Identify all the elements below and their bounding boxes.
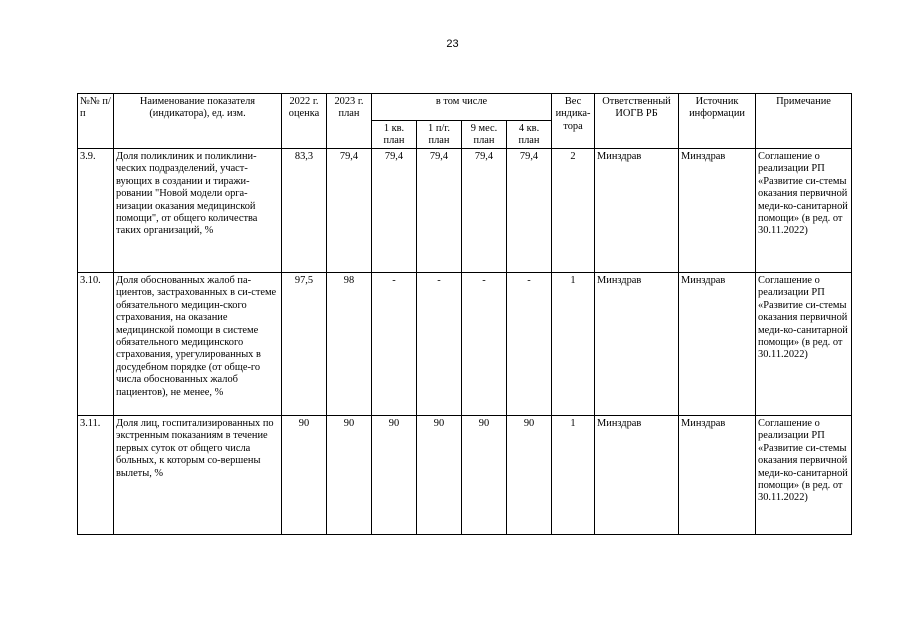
row-2022: 97,5: [282, 273, 327, 416]
row-note: Соглашение о реализации РП «Развитие си-стемы оказания первичной меди-ко-санитарной помощи» (в ред. от 30.11.2022): [756, 416, 852, 535]
row-responsible: Минздрав: [595, 273, 679, 416]
row-q1: 79,4: [372, 149, 417, 273]
row-num: 3.9.: [78, 149, 114, 273]
row-2023: 79,4: [327, 149, 372, 273]
row-h1: -: [417, 273, 462, 416]
header-responsible: Ответственный ИОГВ РБ: [595, 94, 679, 149]
header-note: Примечание: [756, 94, 852, 149]
row-source: Минздрав: [679, 273, 756, 416]
indicators-table: [77, 93, 852, 535]
row-responsible: Минздрав: [595, 416, 679, 535]
row-responsible: Минздрав: [595, 149, 679, 273]
header-2022: 2022 г. оценка: [282, 94, 327, 149]
row-h1: 79,4: [417, 149, 462, 273]
table-row: [78, 149, 852, 273]
row-name: Доля лиц, госпитализированных по экстренным показаниям в течение первых суток от общего числа больных, к которым со-вершены вылеты, %: [114, 416, 282, 535]
header-weight: Вес индика-тора: [552, 94, 595, 149]
header-9m: 9 мес. план: [462, 121, 507, 149]
row-2023: 90: [327, 416, 372, 535]
header-including: в том числе: [372, 94, 552, 121]
table-row: [78, 273, 852, 416]
header-2023: 2023 г. план: [327, 94, 372, 149]
row-weight: 1: [552, 273, 595, 416]
row-q1: 90: [372, 416, 417, 535]
row-h1: 90: [417, 416, 462, 535]
row-num: 3.11.: [78, 416, 114, 535]
row-9m: -: [462, 273, 507, 416]
table-row: [78, 416, 852, 535]
header-q4: 4 кв. план: [507, 121, 552, 149]
row-source: Минздрав: [679, 149, 756, 273]
page-number: 23: [446, 38, 459, 50]
row-q1: -: [372, 273, 417, 416]
header-row: [78, 94, 852, 121]
row-weight: 2: [552, 149, 595, 273]
row-name: Доля обоснованных жалоб па-циентов, застрахованных в си-стеме обязательного медицин-ского страхования, на оказание медицинской помощи в системе обязательного медицинского страхования, урегулированных в досудебном порядке (от обще-го числа обоснованных жалоб пациентов), не менее, %: [114, 273, 282, 416]
row-note: Соглашение о реализации РП «Развитие си-стемы оказания первичной меди-ко-санитарной помощи» (в ред. от 30.11.2022): [756, 149, 852, 273]
row-name: Доля поликлиник и поликлини-ческих подразделений, участ-вующих в создании и тиражи-ровании "Новой модели орга-низации оказания медицинской помощи", от общего количества таких организаций, %: [114, 149, 282, 273]
row-num: 3.10.: [78, 273, 114, 416]
header-h1: 1 п/г. план: [417, 121, 462, 149]
header-num: №№ п/п: [78, 94, 114, 149]
header-source: Источник информации: [679, 94, 756, 149]
row-9m: 79,4: [462, 149, 507, 273]
row-source: Минздрав: [679, 416, 756, 535]
row-9m: 90: [462, 416, 507, 535]
header-name: Наименование показателя (индикатора), ед. изм.: [114, 94, 282, 149]
row-weight: 1: [552, 416, 595, 535]
row-q4: 79,4: [507, 149, 552, 273]
row-q4: 90: [507, 416, 552, 535]
header-q1: 1 кв. план: [372, 121, 417, 149]
row-2023: 98: [327, 273, 372, 416]
row-2022: 90: [282, 416, 327, 535]
row-2022: 83,3: [282, 149, 327, 273]
row-note: Соглашение о реализации РП «Развитие си-стемы оказания первичной меди-ко-санитарной помощи» (в ред. от 30.11.2022): [756, 273, 852, 416]
row-q4: -: [507, 273, 552, 416]
